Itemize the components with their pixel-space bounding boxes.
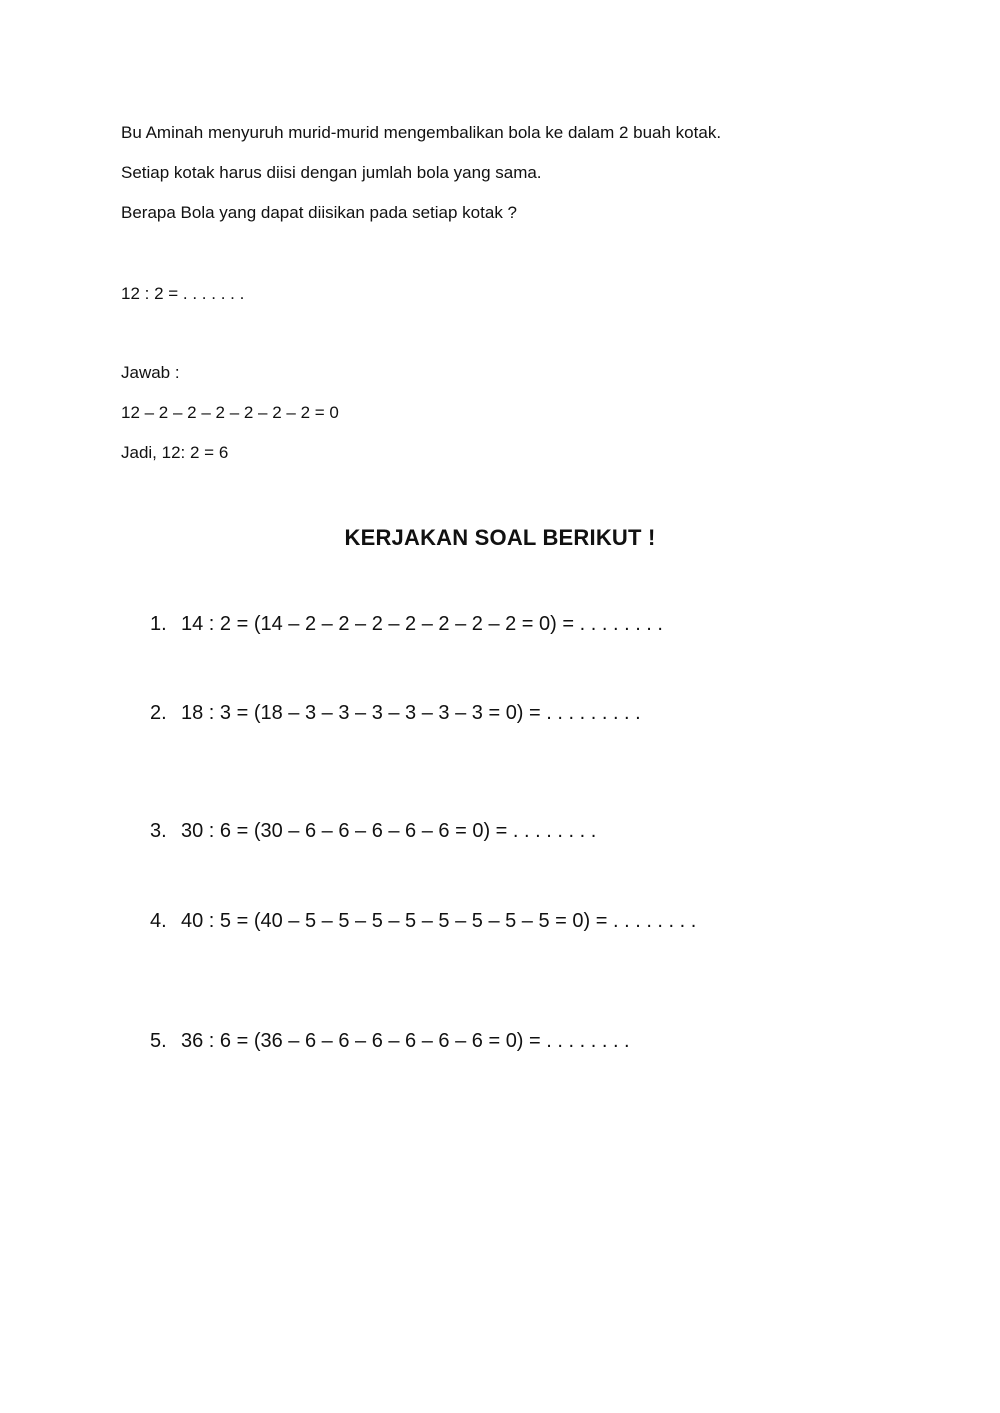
example-conclusion: Jadi, 12: 2 = 6 [121,443,229,462]
question-item [150,612,663,636]
question-number: 1. [150,613,167,635]
question-text: 14 : 2 = (14 – 2 – 2 – 2 – 2 – 2 – 2 – 2 = 0) = . . . . . . . . [181,613,663,635]
intro-line-3: Berapa Bola yang dapat diisikan pada setiap kotak ? [121,203,517,222]
question-number: 3. [150,820,167,842]
question-text: 30 : 6 = (30 – 6 – 6 – 6 – 6 – 6 = 0) = . . . . . . . . [181,820,597,842]
intro-line-1: Bu Aminah menyuruh murid-murid mengembalikan bola ke dalam 2 buah kotak. [121,123,722,142]
question-number: 5. [150,1030,167,1052]
question-number: 2. [150,702,167,724]
question-item [150,1029,630,1053]
question-item [150,909,696,933]
question-item [150,819,596,843]
question-item [150,701,641,725]
intro-line-2: Setiap kotak harus diisi dengan jumlah bola yang sama. [121,163,542,182]
question-number: 4. [150,910,167,932]
question-text: 36 : 6 = (36 – 6 – 6 – 6 – 6 – 6 – 6 = 0) = . . . . . . . . [181,1030,630,1052]
exercise-heading: KERJAKAN SOAL BERIKUT ! [344,525,656,550]
example-work: 12 – 2 – 2 – 2 – 2 – 2 – 2 = 0 [121,403,339,422]
question-text: 18 : 3 = (18 – 3 – 3 – 3 – 3 – 3 – 3 = 0) = . . . . . . . . . [181,702,641,724]
question-text: 40 : 5 = (40 – 5 – 5 – 5 – 5 – 5 – 5 – 5 – 5 = 0) = . . . . . . . . [181,910,697,932]
answer-label: Jawab : [121,363,180,382]
example-problem: 12 : 2 = . . . . . . . [121,284,245,303]
